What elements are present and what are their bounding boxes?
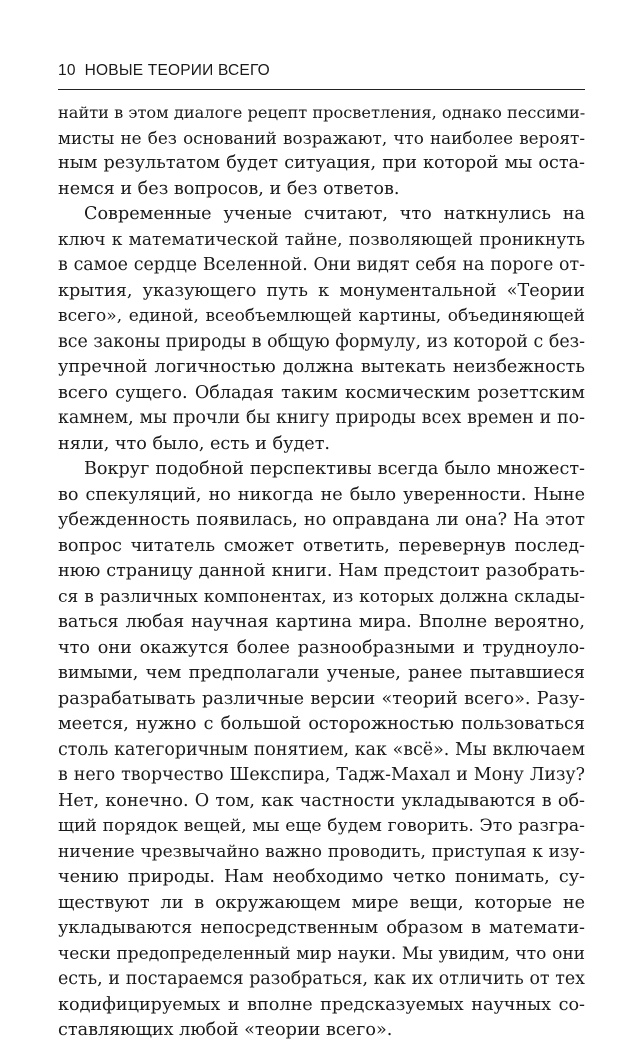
text-line: ничение чрезвычайно важно проводить, приступая к изу-: [58, 841, 585, 862]
text-line: Нет, конечно. О том, как частности укладываются в об-: [58, 790, 585, 811]
body-text: [58, 100, 585, 1044]
text-line: камнем, мы прочли бы книгу природы всех времен и по-: [58, 408, 585, 428]
text-line: во спекуляций, но никогда не было уверенности. Ныне: [58, 484, 585, 505]
page-number: 10: [58, 62, 76, 79]
text-line: найти в этом диалоге рецепт просветления, однако пессими-: [58, 103, 585, 122]
text-line: укладываются непосредственным образом в математи-: [58, 918, 585, 938]
text-line: ществуют ли в окружающем мире вещи, которые не: [58, 892, 585, 913]
text-line: в него творчество Шекспира, Тадж-Махал и Мону Лизу?: [58, 765, 585, 785]
text-line: нюю страницу данной книги. Нам предстоит разобрать-: [58, 561, 585, 581]
text-line: ключ к математической тайне, позволяющей проникнуть: [58, 229, 585, 250]
text-line: в самое сердце Вселенной. Они видят себя на пороге от-: [58, 255, 585, 275]
text-line: ваться любая научная картина мира. Вполне вероятно,: [58, 612, 585, 632]
text-line: кодифицируемых и вполне предсказуемых научных со-: [58, 994, 585, 1015]
text-line: упречной логичностью должна вытекать неизбежность: [58, 357, 585, 377]
text-line: чению природы. Нам необходимо четко понимать, су-: [58, 867, 585, 887]
text-line: мисты не без оснований возражают, что наиболее вероят-: [58, 127, 585, 148]
text-line: крытия, указующего путь к монументальной «Теории: [58, 280, 585, 301]
text-line: всего», единой, всеобъемлющей картины, объединяющей: [58, 306, 585, 326]
text-line: Современные ученые считают, что наткнулись на: [84, 204, 585, 224]
text-line: разрабатывать различные версии «теорий всего». Разу-: [58, 688, 585, 709]
text-line: ся в различных компонентах, из которых должна склады-: [58, 586, 585, 607]
text-line: меется, нужно с большой осторожностью пользоваться: [58, 714, 585, 734]
text-line: всего сущего. Обладая таким космическим розеттским: [58, 382, 585, 403]
text-line: няли, что было, есть и будет.: [58, 433, 331, 454]
text-line: Вокруг подобной перспективы всегда было множест-: [84, 459, 585, 479]
text-line: ставляющих любой «теории всего».: [58, 1020, 393, 1040]
text-line: щий порядок вещей, мы еще будем говорить. Это разгра-: [58, 816, 585, 836]
text-line: что они окажутся более разнообразными и трудноуло-: [58, 637, 585, 658]
text-line: немся и без вопросов, и без ответов.: [58, 178, 400, 199]
running-title: НОВЫЕ ТЕОРИИ ВСЕГО: [84, 62, 270, 79]
running-head: [58, 62, 585, 82]
text-line: ным результатом будет ситуация, при которой мы оста-: [58, 153, 585, 173]
text-line: вопрос читатель сможет ответить, перевернув послед-: [58, 535, 585, 556]
text-line: есть, и постараемся разобраться, как их отличить от тех: [58, 969, 585, 989]
header-rule: [58, 89, 585, 90]
text-line: чески предопределенный мир науки. Мы увидим, что они: [58, 943, 585, 964]
text-line: вимыми, чем предполагали ученые, ранее пытавшиеся: [58, 663, 585, 683]
text-line: убежденность появилась, но оправдана ли она? На этот: [58, 510, 585, 530]
text-line: все законы природы в общую формулу, из которой с без-: [58, 331, 585, 352]
text-line: столь категоричным понятием, как «всё». Мы включаем: [58, 739, 585, 760]
